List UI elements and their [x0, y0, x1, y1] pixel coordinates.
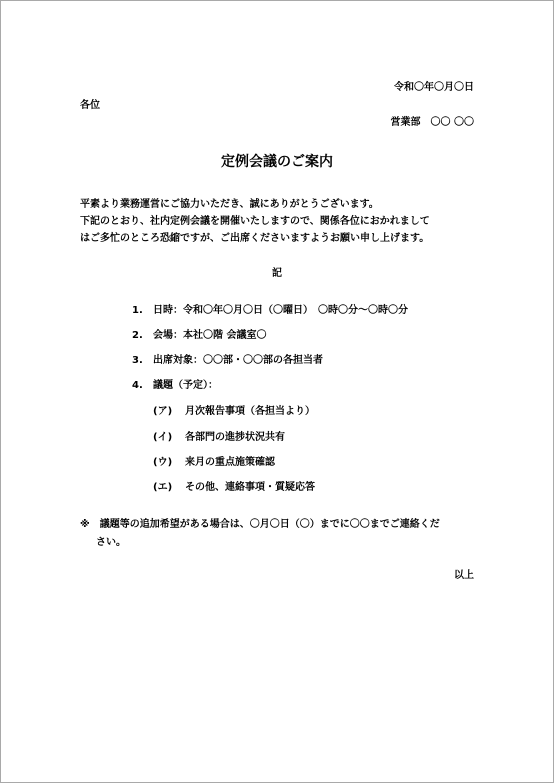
agenda-mark: (ア) [153, 406, 173, 417]
item-text: 会場：本社〇階 会議室〇 [153, 330, 267, 341]
agenda-text: その他、連絡事項・質疑応答 [185, 482, 315, 493]
item-number: 2. [132, 330, 143, 341]
agenda-mark: (イ) [153, 432, 173, 443]
document-date: 令和〇年〇月〇日 [394, 82, 474, 93]
ki-heading: 記 [272, 268, 282, 279]
sender: 営業部 〇〇 〇〇 [390, 117, 474, 128]
document-title: 定例会議のご案内 [221, 154, 333, 170]
agenda-mark: (エ) [153, 482, 173, 493]
body-line-3: はご多忙のところ恐縮ですが、ご出席くださいますようお願い申し上げます。 [80, 233, 430, 244]
recipient: 各位 [80, 100, 100, 111]
note-line-2: さい。 [96, 537, 126, 548]
agenda-text: 来月の重点施策確認 [185, 457, 275, 468]
agenda-text: 月次報告事項（各担当より） [185, 406, 315, 417]
item-number: 4. [132, 380, 143, 391]
item-number: 1. [132, 305, 143, 316]
item-text: 議題（予定）： [153, 380, 218, 391]
agenda-text: 各部門の進捗状況共有 [185, 432, 285, 443]
note-line-1: ※ 議題等の追加希望がある場合は、〇月〇日（〇）までに〇〇までご連絡くだ [80, 519, 440, 530]
agenda-mark: (ウ) [153, 457, 173, 468]
item-text: 出席対象：〇〇部・〇〇部の各担当者 [153, 355, 323, 366]
item-number: 3. [132, 355, 143, 366]
body-line-1: 平素より業務運営にご協力いただき、誠にありがとうございます。 [80, 199, 379, 210]
body-line-2: 下記のとおり、社内定例会議を開催いたしますので、関係各位におかれまして [80, 216, 430, 227]
item-text: 日時：令和〇年〇月〇日（〇曜日） 〇時〇分～〇時〇分 [153, 305, 408, 316]
closing-text: 以上 [454, 570, 474, 581]
